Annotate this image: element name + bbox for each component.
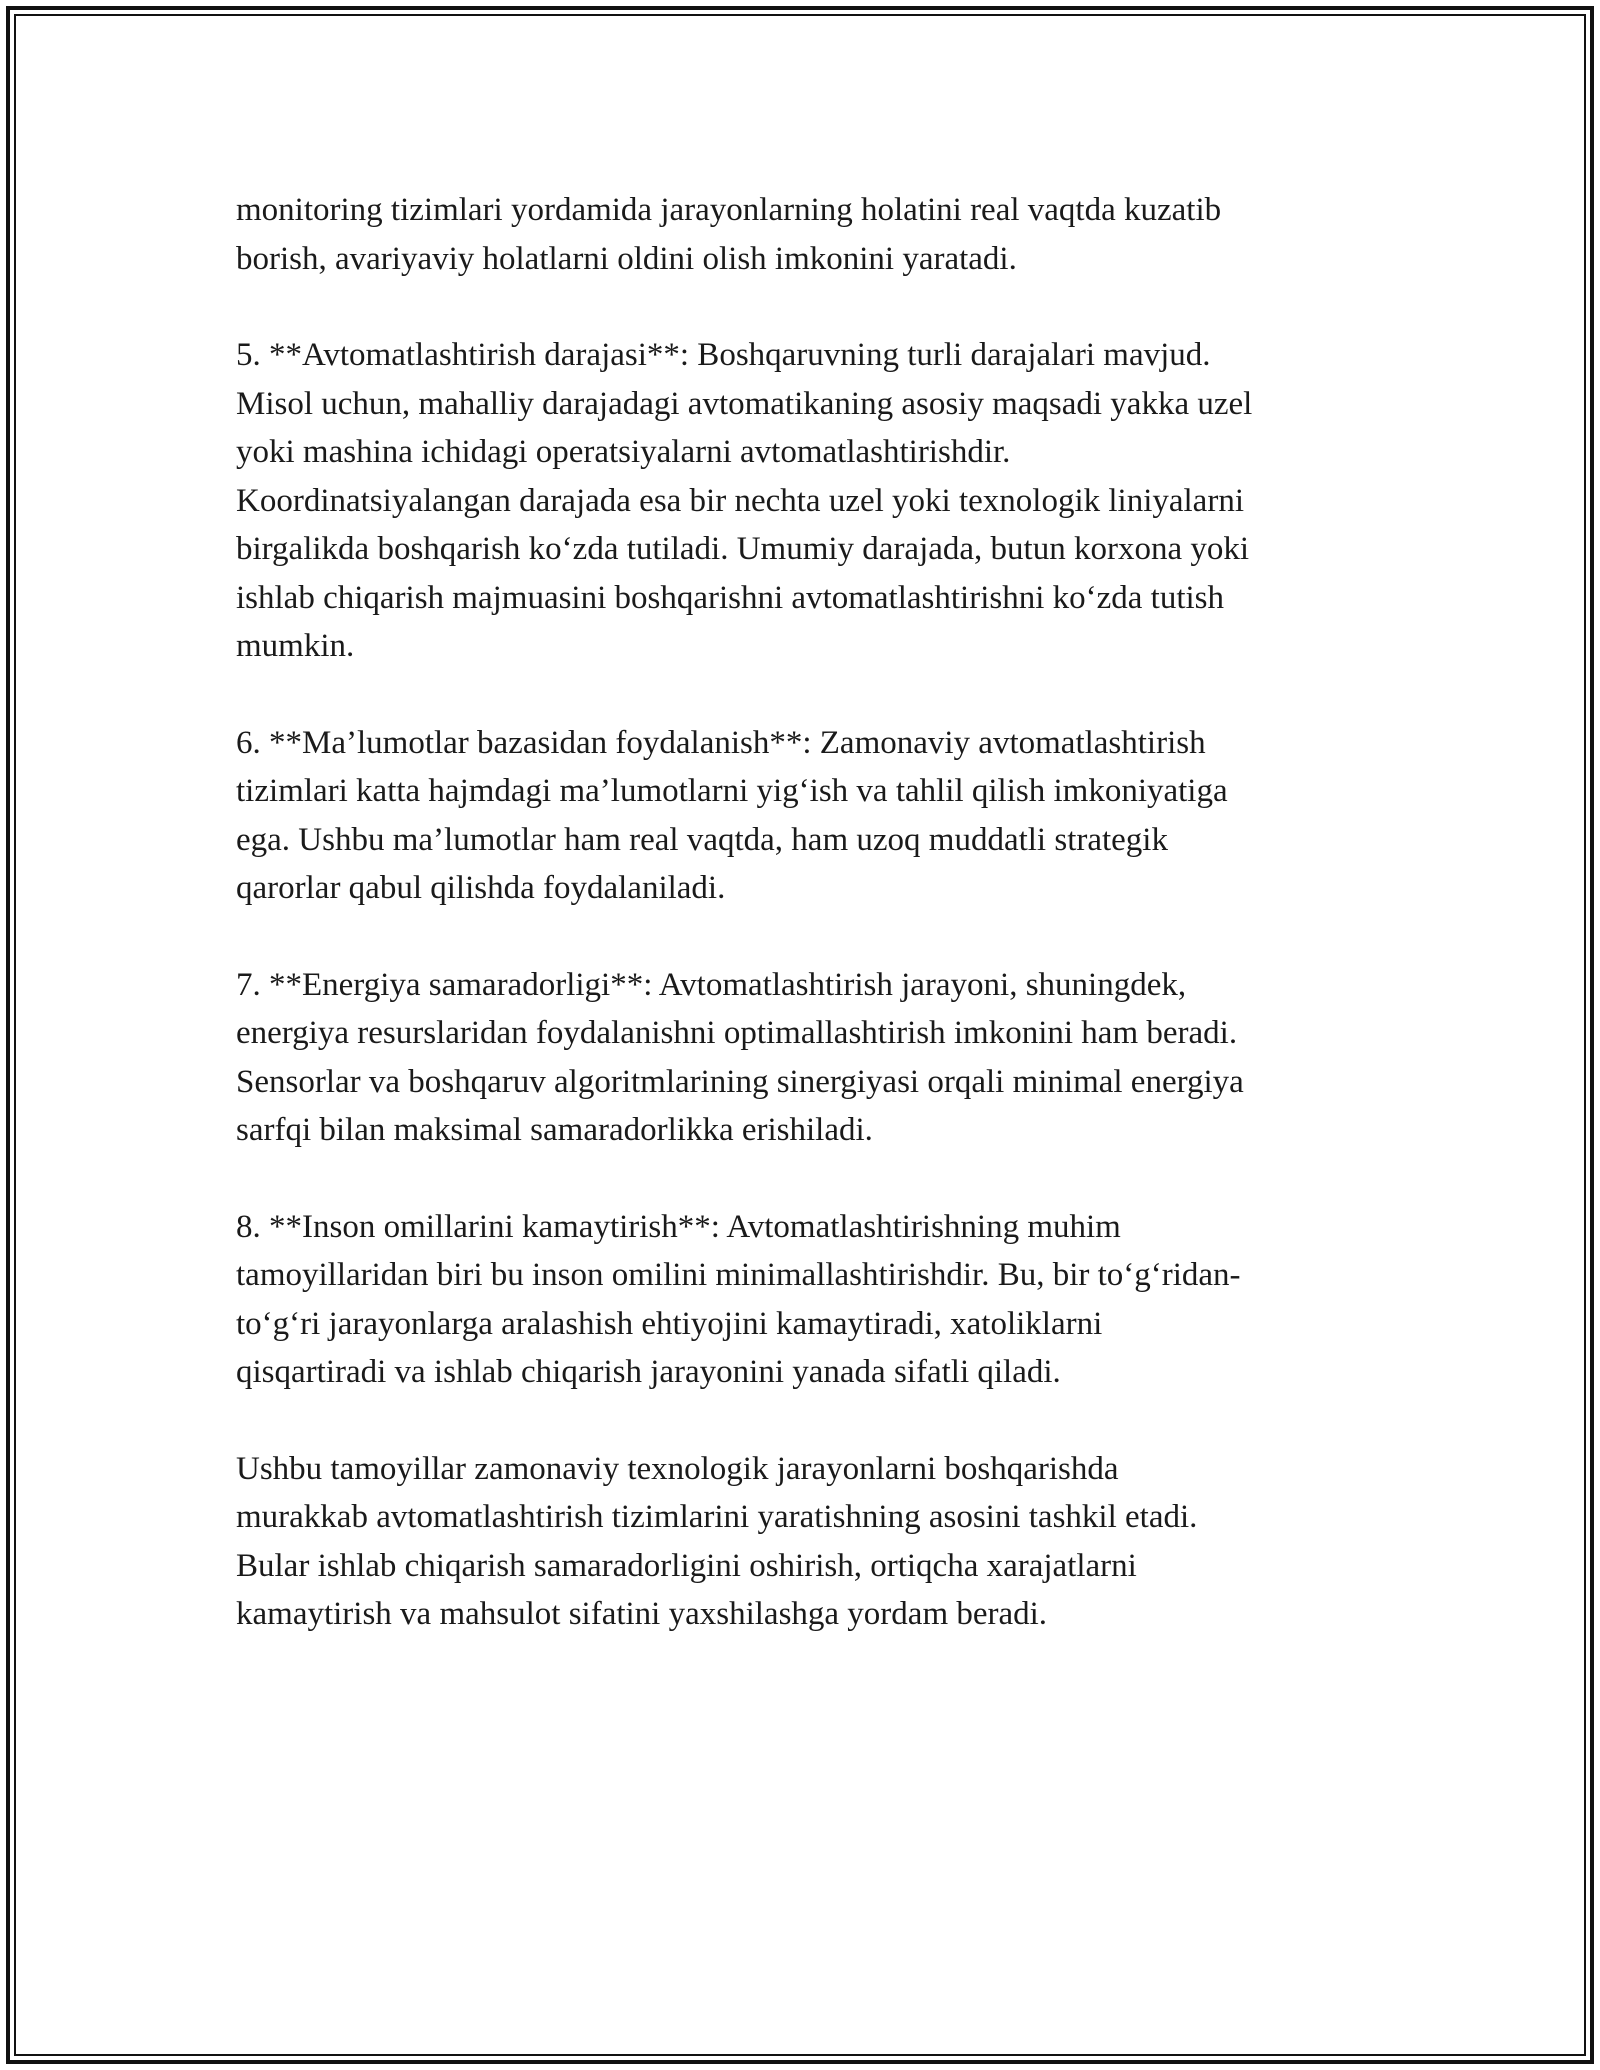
text-line: monitoring tizimlari yordamida jarayonlarning holatini real vaqtda kuzatib bbox=[236, 192, 1222, 228]
text-line: 8. **Inson omillarini kamaytirish**: Avtomatlashtirishning muhim bbox=[236, 1208, 1121, 1245]
paragraph bbox=[236, 186, 1386, 283]
text-line: ega. Ushbu ma’lumotlar ham real vaqtda, ham uzoq muddatli strategik bbox=[236, 821, 1168, 858]
text-line: 5. **Avtomatlashtirish darajasi**: Boshqaruvning turli darajalari mavjud. bbox=[236, 337, 1211, 373]
text-line: borish, avariyaviy holatlarni oldini olish imkonini yaratadi. bbox=[236, 240, 1017, 277]
text-line: Sensorlar va boshqaruv algoritmlarining sinergiyasi orqali minimal energiya bbox=[236, 1063, 1244, 1100]
text-line: 6. **Ma’lumotlar bazasidan foydalanish**: Zamonaviy avtomatlashtirish bbox=[236, 724, 1206, 761]
text-line: birgalikda boshqarish ko‘zda tutiladi. Umumiy darajada, butun korxona yoki bbox=[236, 531, 1250, 567]
document-body bbox=[236, 186, 1386, 1639]
text-line: Koordinatsiyalangan darajada esa bir nechta uzel yoki texnologik liniyalarni bbox=[236, 482, 1244, 519]
text-line: yoki mashina ichidagi operatsiyalarni avtomatlashtirishdir. bbox=[236, 434, 1011, 470]
text-line: tamoyillaridan biri bu inson omilini minimallashtirishdir. Bu, bir to‘g‘ridan- bbox=[236, 1257, 1241, 1293]
text-line: tizimlari katta hajmdagi ma’lumotlarni yig‘ish va tahlil qilish imkoniyatiga bbox=[236, 773, 1228, 809]
text-line: sarfqi bilan maksimal samaradorlikka erishiladi. bbox=[236, 1112, 873, 1148]
text-line: murakkab avtomatlashtirish tizimlarini yaratishning asosini tashkil etadi. bbox=[236, 1499, 1198, 1535]
text-line: qisqartiradi va ishlab chiqarish jarayonini yanada sifatli qiladi. bbox=[236, 1354, 1061, 1390]
text-line: energiya resurslaridan foydalanishni optimallashtirish imkonini ham beradi. bbox=[236, 1015, 1238, 1051]
text-line: 7. **Energiya samaradorligi**: Avtomatlashtirish jarayoni, shuningdek, bbox=[236, 966, 1187, 1003]
text-line: to‘g‘ri jarayonlarga aralashish ehtiyojini kamaytiradi, xatoliklarni bbox=[236, 1305, 1103, 1342]
paragraph bbox=[236, 331, 1386, 671]
text-line: kamaytirish va mahsulot sifatini yaxshilashga yordam beradi. bbox=[236, 1596, 1048, 1632]
text-line: qarorlar qabul qilishda foydalaniladi. bbox=[236, 870, 726, 906]
text-line: Misol uchun, mahalliy darajadagi avtomatikaning asosiy maqsadi yakka uzel bbox=[236, 385, 1253, 422]
paragraph bbox=[236, 961, 1386, 1155]
paragraph bbox=[236, 1203, 1386, 1397]
text-line: Ushbu tamoyillar zamonaviy texnologik jarayonlarni boshqarishda bbox=[236, 1450, 1119, 1487]
paragraph bbox=[236, 1445, 1386, 1639]
text-line: ishlab chiqarish majmuasini boshqarishni avtomatlashtirishni ko‘zda tutish bbox=[236, 579, 1225, 616]
paragraph bbox=[236, 719, 1386, 913]
text-line: mumkin. bbox=[236, 628, 355, 664]
text-line: Bular ishlab chiqarish samaradorligini oshirish, ortiqcha xarajatlarni bbox=[236, 1547, 1137, 1584]
